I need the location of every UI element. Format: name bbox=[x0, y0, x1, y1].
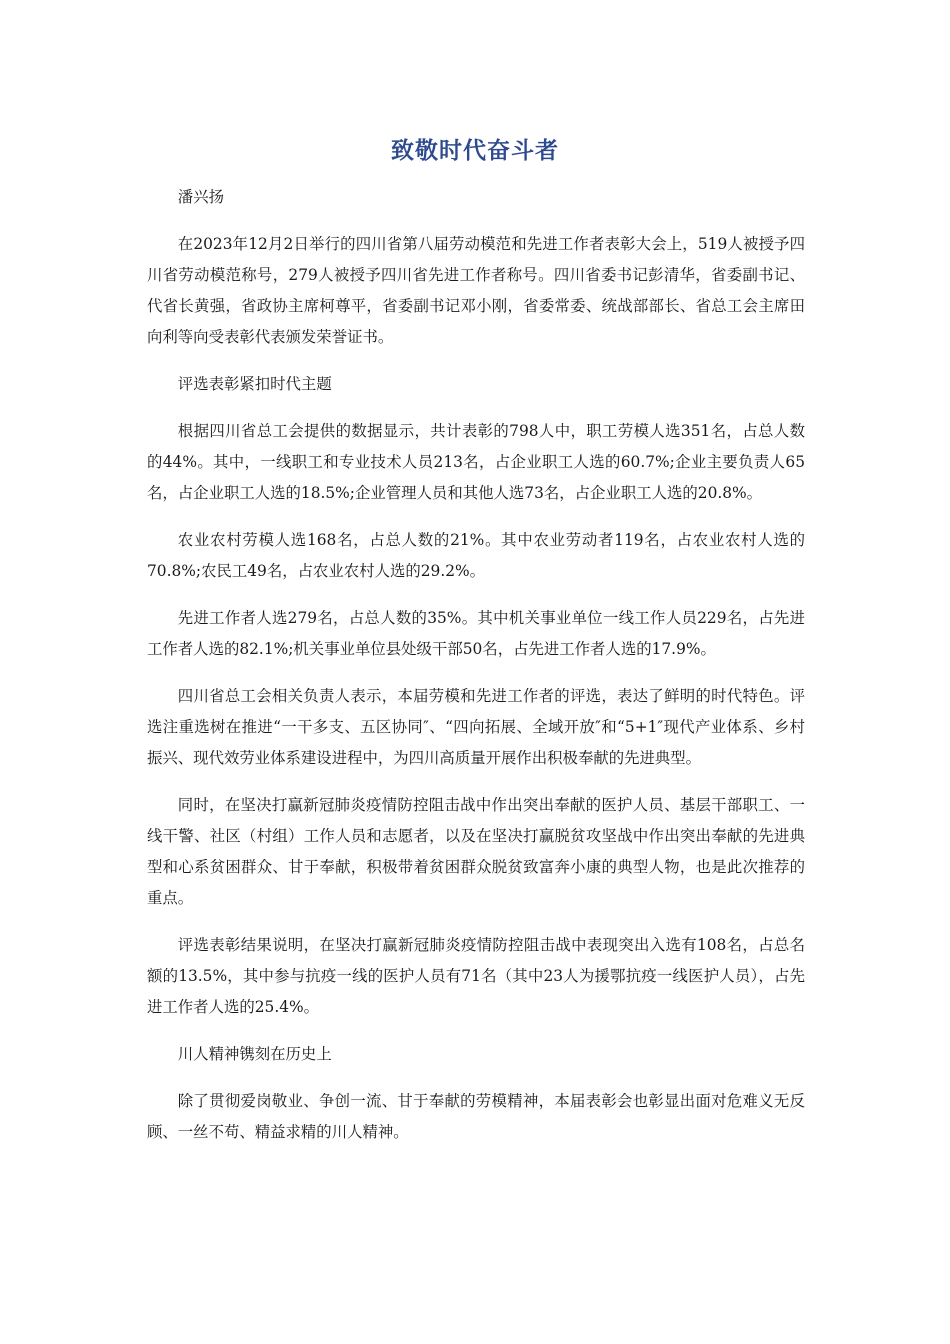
paragraph: 先进工作者人选279名，占总人数的35%。其中机关事业单位一线工作人员229名，占先进工作者人选的82.1%;机关事业单位县处级干部50名，占先进工作者人选的17.9%。 bbox=[147, 609, 805, 658]
paragraph: 农业农村劳模人选168名，占总人数的21%。其中农业劳动者119名，占农业农村人选的70.8%;农民工49名，占农业农村人选的29.2%。 bbox=[147, 531, 805, 580]
paragraph: 根据四川省总工会提供的数据显示，共计表彰的798人中，职工劳模人选351名，占总人数的44%。其中，一线职工和专业技术人员213名，占企业职工人选的60.7%;企业主要负责人65名，占企业职工人选的18.5%;企业管理人员和其他人选73名，占企业职工人选的20.8%。 bbox=[147, 422, 805, 502]
section-heading: 川人精神镌刻在历史上 bbox=[177, 1045, 332, 1063]
paragraph: 除了贯彻爱岗敬业、争创一流、甘于奉献的劳模精神，本届表彰会也彰显出面对危难义无反顾、一丝不苟、精益求精的川人精神。 bbox=[147, 1092, 805, 1141]
document-title: 致敬时代奋斗者 bbox=[391, 138, 559, 164]
section-heading: 评选表彰紧扣时代主题 bbox=[177, 375, 332, 393]
paragraph: 同时，在坚决打赢新冠肺炎疫情防控阻击战中作出突出奉献的医护人员、基层干部职工、一线干警、社区（村组）工作人员和志愿者，以及在坚决打赢脱贫攻坚战中作出突出奉献的先进典型和心系贫困群众、甘于奉献，积极带着贫困群众脱贫致富奔小康的典型人物，也是此次推荐的重点。 bbox=[147, 796, 805, 907]
document-body bbox=[147, 182, 805, 1164]
paragraph: 在2023年12月2日举行的四川省第八届劳动模范和先进工作者表彰大会上，519人被授予四川省劳动模范称号，279人被授予四川省先进工作者称号。四川省委书记彭清华，省委副书记、代省长黄强，省政协主席柯尊平，省委副书记邓小刚，省委常委、统战部部长、省总工会主席田向利等向受表彰代表颁发荣誉证书。 bbox=[147, 235, 805, 346]
paragraph: 四川省总工会相关负责人表示，本届劳模和先进工作者的评选，表达了鲜明的时代特色。评选注重选树在推进“一干多支、五区协同″、“四向拓展、全域开放″和“5+1″现代产业体系、乡村振兴、现代效劳业体系建设进程中，为四川高质量开展作出积极奉献的先进典型。 bbox=[147, 687, 805, 767]
author-line: 潘兴扬 bbox=[177, 188, 224, 206]
paragraph: 评选表彰结果说明，在坚决打赢新冠肺炎疫情防控阻击战中表现突出入选有108名，占总名额的13.5%，其中参与抗疫一线的医护人员有71名（其中23人为援鄂抗疫一线医护人员），占先进工作者人选的25.4%。 bbox=[147, 936, 805, 1016]
